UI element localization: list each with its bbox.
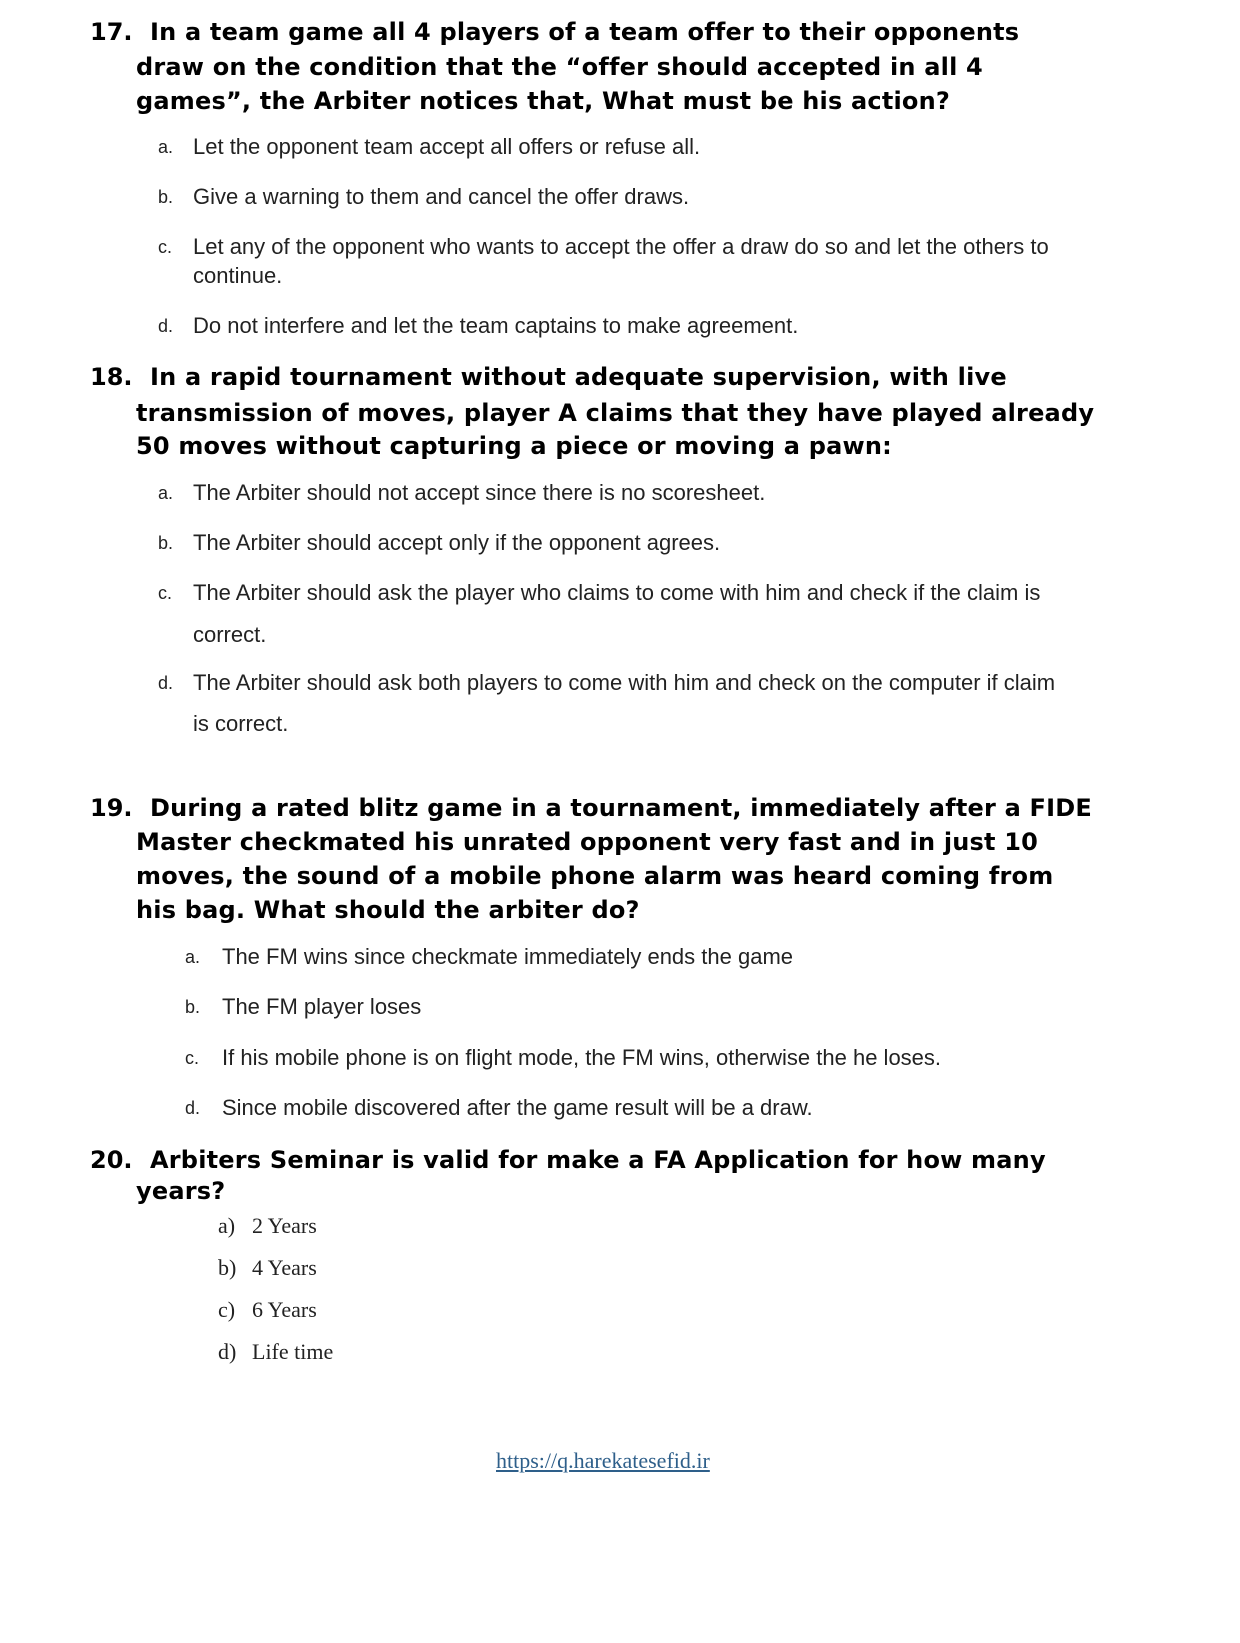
option-letter: c. [158,583,173,603]
question-text-line: Arbiters Seminar is valid for make a FA Application for how many [150,1146,1046,1174]
option-letter: b) [218,1255,237,1280]
option-letter: c) [218,1297,236,1322]
question-text-line: In a rapid tournament without adequate supervision, with live [150,363,1007,391]
option-letter: a. [185,947,201,967]
question-text-line: Master checkmated his unrated opponent very fast and in just 10 [136,828,1039,856]
question-text-line: 50 moves without capturing a piece or moving a pawn: [136,432,892,460]
question-text-line: draw on the condition that the “offer should accepted in all 4 [136,53,983,81]
option-text: Life time [252,1339,334,1364]
option-letter: c. [185,1048,200,1068]
option-text: The FM player loses [222,994,422,1019]
footer-website-link[interactable]: https://q.harekatesefid.ir [496,1448,710,1473]
option-letter: d. [158,673,174,693]
option-text: is correct. [193,711,289,736]
question-text-line: transmission of moves, player A claims that they have played already [136,399,1095,427]
question-text-line: games”, the Arbiter notices that, What must be his action? [136,87,951,115]
question-text-line: In a team game all 4 players of a team offer to their opponents [150,18,1020,46]
option-text: Let any of the opponent who wants to accept the offer a draw do so and let the others to [193,234,1049,259]
option-text: 4 Years [252,1255,317,1280]
option-letter: c. [158,237,173,257]
option-letter: d. [158,316,174,336]
option-letter: d. [185,1098,201,1118]
question-number: 20. [90,1146,133,1174]
option-text: Since mobile discovered after the game result will be a draw. [222,1095,813,1120]
option-text: The Arbiter should ask the player who claims to come with him and check if the claim is [193,580,1041,605]
option-letter: b. [158,187,174,207]
option-text: Give a warning to them and cancel the offer draws. [193,184,690,209]
question-text-line: During a rated blitz game in a tournament, immediately after a FIDE [150,794,1092,822]
option-text: The Arbiter should not accept since there is no scoresheet. [193,480,766,505]
option-letter: b. [185,997,201,1017]
option-letter: b. [158,533,174,553]
question-number: 17. [90,18,133,46]
option-text: 6 Years [252,1297,317,1322]
question-number: 18. [90,363,133,391]
question-text-line: moves, the sound of a mobile phone alarm was heard coming from [136,862,1054,890]
option-text: correct. [193,622,267,647]
option-text: Do not interfere and let the team captains to make agreement. [193,313,799,338]
question-text-line: his bag. What should the arbiter do? [136,896,640,924]
option-text: Let the opponent team accept all offers or refuse all. [193,134,701,159]
option-text: The FM wins since checkmate immediately ends the game [222,944,794,969]
option-letter: d) [218,1339,237,1364]
option-letter: a) [218,1213,236,1238]
option-letter: a. [158,137,174,157]
option-text: 2 Years [252,1213,317,1238]
question-text-line: years? [136,1177,226,1205]
option-letter: a. [158,483,174,503]
question-number: 19. [90,794,133,822]
option-text: The Arbiter should accept only if the opponent agrees. [193,530,721,555]
option-text: If his mobile phone is on flight mode, the FM wins, otherwise the he loses. [222,1045,942,1070]
option-text: The Arbiter should ask both players to come with him and check on the computer if claim [193,670,1056,695]
option-text: continue. [193,263,283,288]
